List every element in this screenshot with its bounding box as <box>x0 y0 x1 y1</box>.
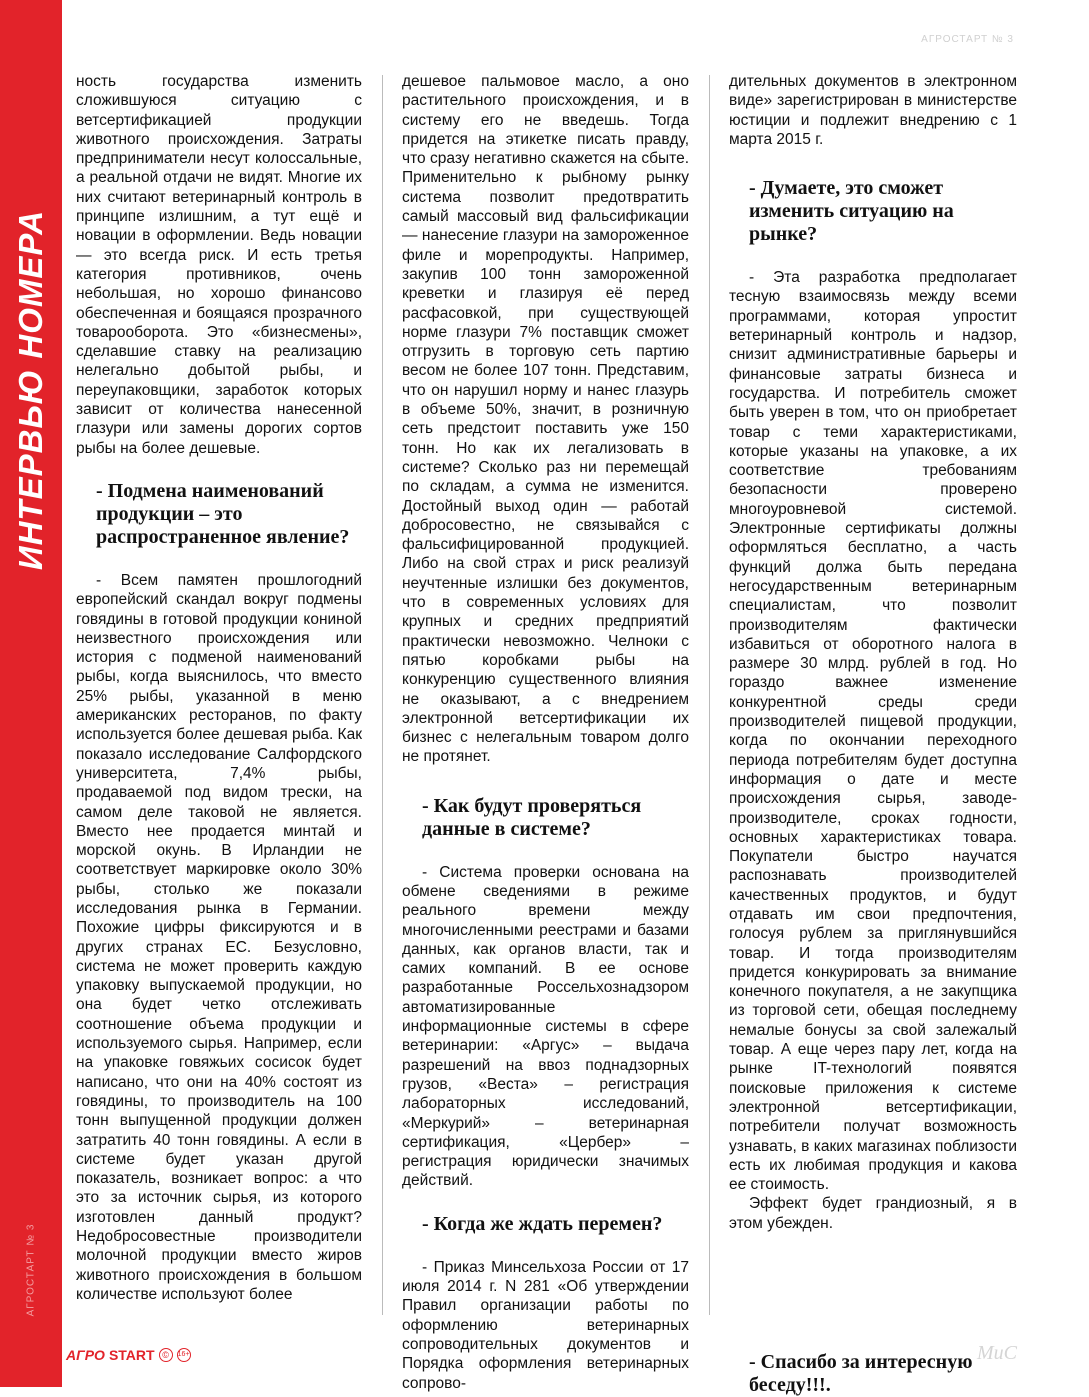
footer-watermark: МиС <box>977 1342 1017 1364</box>
article-column-3 <box>729 72 1017 1397</box>
paragraph: - Эта разработка предполагает тесную взаимосвязь между всеми программами, которая упростит ветеринарный контроль и надзор, снизит административные барьеры и финансовые затраты бизнеса и государства. И потребитель сможет быть уверен в том, что он приобретает товар с теми характеристиками, которые указаны на упаковке, а их соответствие требованиям безопасности проверено многоуровневой системой. Электронные сертификаты должны оформляться бесплатно, а часть функций должа быть передана негосударственным ветеринарным специалистам, что позволит производителям фактически избавиться от оборотного налога в размере 30 млрд. рублей в год. Но гораздо важнее изменение конкурентной среды среди производителей пищевой продукции, когда по окончании переходного периода потребителям будет доступна информация о дате и месте происхождения сырья, заводе-производителе, сроках годности, основных характеристиках товара. Покупатели быстро научатся распознавать производителей качественных продуктов, и будут отдавать им свои предпочтения, голосуя рублем за приглянувшийся товар. И тогда производителям придется конкурировать за внимание конечного покупателя, а не закупщика из торговой сети, обещая последнему немалые бонусы за свой залежалый товар. А еще через пару лет, когда на рынке IT-технологий появятся поисковые приложения к системе электронной ветсертификации, потребители получат возможность узнавать, в каких магазинах поблизости есть их любимая продукция и какова ее стоимость. <box>729 269 1017 1194</box>
paragraph: ность государства изменить сложившуюся ситуацию с ветсертификацией продукции животного происхождения. Затраты предприниматели несут колоссальные, а реальной отдачи не видят. Многие их них считают ветеринарный контроль в принципе излишним, а тут ещё и новации в оформлении. Ведь новации — это всегда риск. И есть третья категория противников, очень небольшая, но хорошо финансово обеспеченная и боящаяся прозрачного товарооборота. Это «бизнесмены», сделавшие ставку на реализацию нелегально добытой рыбы, и переупаковщики, заработок которых зависит от количества нанесенной глазури или замены дорогих сортов рыбы на более дешевые. <box>76 73 362 457</box>
article-column-2 <box>402 72 689 1393</box>
paragraph: Эффект будет грандиозный, я в этом убежден. <box>729 1195 1017 1232</box>
paragraph: - Всем памятен прошлогодний европейский скандал вокруг подмены говядины в готовой продукции кониной неизвестного происхождения или история с подменой наименований рыбы, когда выяснилось, что вместо 25% рыбы, указанной в меню американских ресторанов, по факту используется более дешевая рыба. Как показало исследование Салфордского университета, 7,4% рыбы, продаваемой под видом трески, на самом деле таковой не является. Вместо нее продается минтай и морской окунь. В Ирландии не соответствует маркировке около 30% рыбы, столько же показали исследования рынка в Германии. Похожие цифры фиксируются и в других странах ЕС. Безусловно, система не может проверить каждую упаковку выпускаемой продукции, но она будет четко отслеживать соотношение объема продукции и используемого сырья. Например, если на упаковке говяжьих сосисок будет написано, что они на 40% состоят из говядины, то производитель на 100 тонн выпущенной продукции должен затратить 40 тонн говядины. А если в системе будет указан другой показатель, возникает вопрос: а что это за источник сырья, из которого изготовлен данный продукт? Недобросовестные производители молочной продукции вместо жиров животного происхождения в большом количестве используют более <box>76 571 362 1303</box>
column-divider <box>382 75 383 1315</box>
article-column-1 <box>76 72 362 1304</box>
logo-start-text: START <box>108 1347 155 1363</box>
section-title: ИНТЕРВЬЮ НОМЕРА <box>12 209 49 571</box>
interview-question: - Подмена наименований продукции – это распространенное явление? <box>96 479 350 548</box>
sidebar-small-caption: АГРОСТАРТ № 3 <box>25 1223 37 1317</box>
magazine-logo <box>66 1347 191 1363</box>
section-sidebar <box>0 0 62 1387</box>
page-header: АГРОСТАРТ № 3 <box>921 34 1014 45</box>
interview-question: - Как будут проверяться данные в системе? <box>422 794 642 840</box>
paragraph: - Система проверки основана на обмене сведениями в режиме реального времени между многочисленными реестрами и базами данных, как органов власти, так и самих компаний. В ее основе разработанные Россельхознадзором автоматизированные информационные системы в сфере ветеринарии: «Аргус» – выдача разрешений на ввоз поднадзорных грузов, «Веста» – регистрация лабораторных исследований, «Меркурий» – ветеринарная сертификация, «Цербер» – регистрация юридически значимых действий. <box>402 863 689 1190</box>
paragraph: дительных документов в электронном виде» зарегистрирован в министерстве юстиции и подлежит внедрению с 1 марта 2015 г. <box>729 73 1017 148</box>
age-rating-badge: 16+ <box>177 1348 191 1362</box>
column-divider <box>709 75 710 1315</box>
paragraph: - Приказ Минсельхоза России от 17 июля 2014 г. N 281 «Об утверждении Правил организации работы по оформлению ветеринарных сопроводительных документов и Порядка оформления ветеринарных сопрово- <box>402 1258 689 1392</box>
copyright-icon: © <box>159 1348 173 1362</box>
interview-question: - Когда же ждать перемен? <box>422 1212 663 1235</box>
logo-agro-text: АГРО <box>66 1347 105 1363</box>
interview-closing: - Спасибо за интересную беседу!!!. <box>749 1351 973 1397</box>
interview-question: - Думаете, это сможет изменить ситуацию на рынке? <box>749 177 954 246</box>
paragraph: дешевое пальмовое масло, а оно растительного происхождения, и в систему его не введешь. Тогда придется на этикетке писать правду, что сразу негативно скажется на сбыте. Применительно к рыбному рынку система позволит предотвратить самый массовый вид фальсификации — нанесение глазури на замороженное филе и морепродукты. Например, закупив 100 тонн замороженной креветки и глазируя её перед расфасовкой, при существующей норме глазури 7% поставщик сможет отгрузить в торговую сеть партию весом не более 107 тонн. Представим, что он нарушил норму и нанес глазурь в объеме 50%, значит, в розничную сеть предстоит поставить уже 150 тонн. Но как их легализовать в системе? Сколько раз ни перемещай по складам, а сумма не изменится. Достойный выход один — работай добросовестно, не связывайся с фальсифицированной продукцией. Либо на свой страх и риск реализуй неучтенные излишки без документов, что в современных условиях для крупных и средних предприятий практически невозможно. Челноки с пятью коробками рыбы на конкуренцию существенного влияния не оказывают, а с внедрением электронной ветсертификации их бизнес с нелегальным товаром долго не протянет. <box>402 73 689 766</box>
